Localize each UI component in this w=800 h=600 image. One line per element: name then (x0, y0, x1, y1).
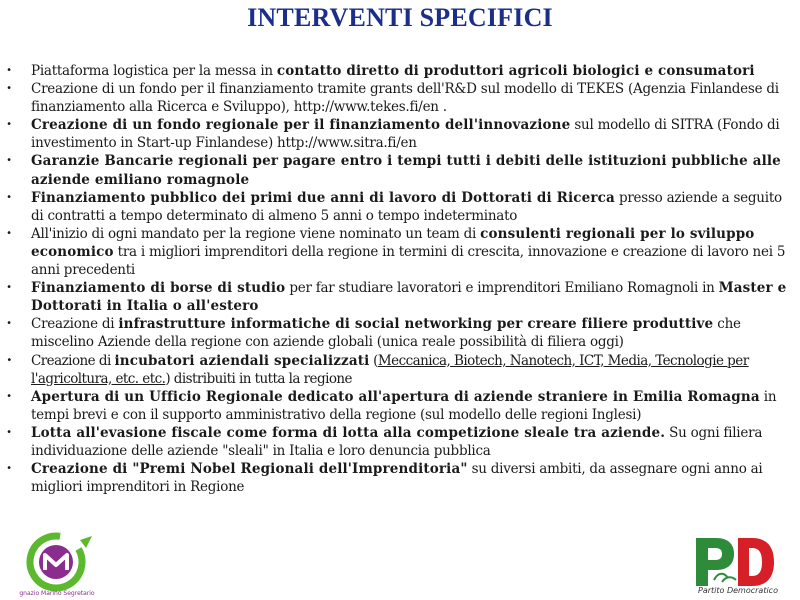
bullet-item (4, 62, 796, 80)
bullet-dot-icon: • (6, 390, 12, 402)
marino-logo-caption: gnazio Marino Segretario (19, 590, 95, 597)
bullet-text: presso aziende a seguito di contratti a tempo determinato di almeno 5 anni o tempo indeterminato (31, 189, 782, 224)
bullet-text: Finanziamento di borse di studio (31, 280, 286, 297)
bullet-dot-icon: • (6, 65, 12, 76)
bullet-item (4, 116, 796, 152)
bullet-dot-icon: • (6, 426, 12, 438)
bullet-item (4, 80, 796, 116)
bullet-dot-icon: • (6, 119, 12, 131)
bullet-text: Creazione di (31, 352, 115, 369)
bullet-dot-icon: • (6, 282, 12, 294)
bullet-text: contatto diretto di produttori agricoli biologici e consumatori (276, 63, 755, 79)
bullet-item (4, 279, 796, 315)
bullet-dot-icon: • (6, 318, 12, 330)
bullet-text: per far studiare lavoratori e imprenditori Emiliano Romagnoli in (285, 280, 719, 297)
bullet-item (4, 189, 796, 225)
bullet-text: consulenti regionali per lo sviluppo economico (31, 225, 755, 260)
bullet-text: Creazione di "Premi Nobel Regionali dell'Imprenditoria" (31, 461, 468, 478)
bullet-item (4, 388, 796, 424)
bullet-dot-icon: • (6, 83, 12, 95)
bullet-text: tra i migliori imprenditori della regione in termini di crescita, innovazione e creazione di lavoro nei 5 anni precedenti (31, 243, 786, 279)
bullet-text: Piattaforma logistica per la messa in (31, 63, 277, 79)
pd-logo-icon (692, 536, 776, 590)
bullet-text: in tempi brevi e con il supporto amministrativo della regione (sul modello delle regioni Inglesi) (31, 388, 777, 423)
bullet-text: Creazione di (31, 316, 119, 333)
bullet-text: Apertura di un Ufficio Regionale dedicato all'apertura di aziende straniere in Emilia Romagna (31, 388, 760, 405)
bullet-item (4, 225, 796, 279)
bullet-text: Garanzie Bancarie regionali per pagare entro i tempi tutti i debiti delle istituzioni pubbliche alle aziende emiliano romagnole (31, 153, 781, 188)
bullet-text: ( (369, 352, 378, 369)
bullet-dot-icon: • (6, 463, 12, 475)
bullet-dot-icon: • (6, 227, 12, 239)
bullet-text: Finanziamento pubblico dei primi due anni di lavoro di Dottorati di Ricerca (31, 189, 615, 206)
pd-logo-caption: Partito Democratico (698, 586, 778, 595)
bullet-text: Creazione di un fondo per il finanziamento tramite grants dell'R&D sul modello di TEKES (Agenzia Finlandese di finanziamento alla Ricerca e Sviluppo), http://www.tekes.fi/en . (31, 81, 779, 116)
bullet-dot-icon: • (6, 155, 12, 167)
bullet-item (4, 352, 796, 388)
page-title: INTERVENTI SPECIFICI (247, 3, 553, 32)
bullet-item (4, 460, 796, 496)
bullet-text: sul modello di SITRA (Fondo di investimento in Start-up Finlandese) http://www.sitra.fi/en (31, 117, 780, 152)
bullet-item (4, 152, 796, 188)
bullet-text: che miscelino Aziende della regione con aziende globali (unica reale possibilità di filiera oggi) (31, 316, 741, 351)
bullet-text: Creazione di un fondo regionale per il finanziamento dell'innovazione (31, 117, 571, 134)
bullet-text: Su ogni filiera individuazione delle aziende "sleali" in Italia e loro denuncia pubblica (31, 424, 763, 459)
bullet-text: Lotta all'evasione fiscale come forma di lotta alla competizione sleale tra aziende. (31, 424, 666, 441)
bullet-item (4, 315, 796, 351)
bullet-text: infrastrutture informatiche di social networking per creare filiere produttive (118, 316, 714, 333)
bullet-dot-icon: • (6, 191, 12, 203)
bullet-list (4, 62, 796, 496)
marino-logo-icon (22, 532, 102, 598)
bullet-text: su diversi ambiti, da assegnare ogni anno ai migliori imprenditori in Regione (31, 461, 763, 496)
bullet-link-text: Meccanica, Biotech, Nanotech, ICT, Media, Tecnologie per l'agricoltura, etc. etc. (31, 352, 749, 387)
bullet-text: incubatori aziendali specializzati (114, 352, 370, 369)
bullet-text: ) distribuiti in tutta la regione (165, 370, 352, 387)
bullet-item (4, 424, 796, 460)
bullet-text: All'inizio di ogni mandato per la regione viene nominato un team di (31, 225, 481, 242)
bullet-text: Master e Dottorati in Italia o all'estero (31, 280, 787, 315)
bullet-dot-icon: • (6, 354, 12, 366)
